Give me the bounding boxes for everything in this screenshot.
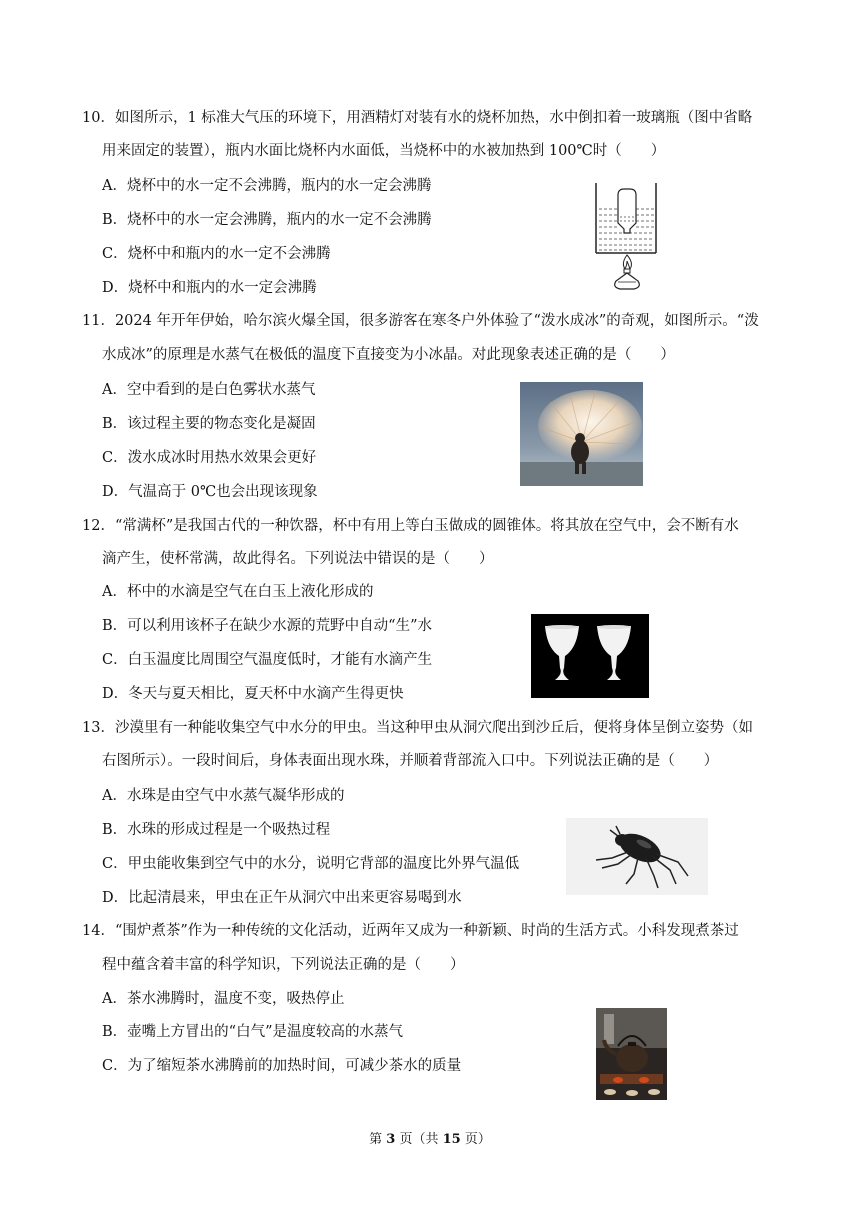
- q11-option-a: A．空中看到的是白色雾状水蒸气: [102, 382, 316, 398]
- q10-option-a: A．烧杯中的水一定不会沸腾，瓶内的水一定会沸腾: [102, 178, 432, 194]
- q13-option-d: D．比起清晨来，甲虫在正午从洞穴中出来更容易喝到水: [102, 890, 462, 906]
- footer-page-number: 3: [386, 1132, 396, 1147]
- q11-stem-line1: 11．2024 年开年伊始，哈尔滨火爆全国，很多游客在寒冬户外体验了“泼水成冰”的奇观，如图所示。“泼: [82, 313, 759, 329]
- q14-stem-line2: 程中蕴含着丰富的科学知识，下列说法正确的是（ ）: [102, 957, 465, 973]
- tea-kettle-stove-photo: [596, 1008, 667, 1100]
- q10-stem-line2: 用来固定的装置），瓶内水面比烧杯内水面低，当烧杯中的水被加热到 100℃时（ ）: [102, 143, 666, 159]
- q13-option-c: C．甲虫能收集到空气中的水分，说明它背部的温度比外界气温低: [102, 856, 520, 872]
- q14-option-c: C．为了缩短茶水沸腾前的加热时间，可减少茶水的质量: [102, 1058, 462, 1074]
- footer-total-pages: 15: [442, 1132, 461, 1147]
- q11-option-d: D．气温高于 0℃也会出现该现象: [102, 484, 318, 500]
- q13-stem-line1: 13．沙漠里有一种能收集空气中水分的甲虫。当这种甲虫从洞穴爬出到沙丘后，便将身体呈倒立姿势（如: [82, 720, 753, 736]
- q12-option-c: C．白玉温度比周围空气温度低时，才能有水滴产生: [102, 652, 433, 668]
- splash-water-to-ice-photo: [520, 382, 643, 486]
- q13-stem-line2: 右图所示）。一段时间后，身体表面出现水珠，并顺着背部流入口中。下列说法正确的是（ ）: [102, 753, 719, 769]
- q14-option-b: B．壶嘴上方冒出的“白气”是温度较高的水蒸气: [102, 1024, 403, 1040]
- desert-beetle-photo: [566, 818, 708, 895]
- footer-middle: 页（共: [399, 1132, 439, 1147]
- beaker-alcohol-lamp-figure: [594, 181, 660, 291]
- q10-option-b: B．烧杯中的水一定会沸腾，瓶内的水一定不会沸腾: [102, 212, 432, 228]
- footer-prefix: 第: [369, 1132, 383, 1147]
- q10-stem-line1: 10．如图所示，1 标准大气压的环境下，用酒精灯对装有水的烧杯加热，水中倒扣着一玻璃瓶（图中省略: [82, 110, 753, 126]
- q11-option-c: C．泼水成冰时用热水效果会更好: [102, 450, 317, 466]
- q11-stem-line2: 水成冰”的原理是水蒸气在极低的温度下直接变为小冰晶。对此现象表述正确的是（ ）: [102, 347, 675, 363]
- q10-option-c: C．烧杯中和瓶内的水一定不会沸腾: [102, 246, 331, 262]
- q12-option-b: B．可以利用该杯子在缺少水源的荒野中自动“生”水: [102, 618, 432, 634]
- q12-stem-line1: 12．“常满杯”是我国古代的一种饮器，杯中有用上等白玉做成的圆锥体。将其放在空气中，会不断有水: [82, 518, 739, 534]
- q10-option-d: D．烧杯中和瓶内的水一定会沸腾: [102, 280, 317, 296]
- q13-option-a: A．水珠是由空气中水蒸气凝华形成的: [102, 788, 345, 804]
- page-footer: [0, 1128, 860, 1147]
- q12-stem-line2: 滴产生，使杯常满，故此得名。下列说法中错误的是（ ）: [102, 551, 494, 567]
- q12-option-d: D．冬天与夏天相比，夏天杯中水滴产生得更快: [102, 686, 404, 702]
- footer-suffix: 页）: [464, 1132, 491, 1147]
- q14-option-a: A．茶水沸腾时，温度不变，吸热停止: [102, 991, 345, 1007]
- q11-option-b: B．该过程主要的物态变化是凝固: [102, 416, 316, 432]
- q13-option-b: B．水珠的形成过程是一个吸热过程: [102, 822, 331, 838]
- q12-option-a: A．杯中的水滴是空气在白玉上液化形成的: [102, 584, 374, 600]
- changman-cup-photo: [531, 614, 649, 698]
- q14-stem-line1: 14．“围炉煮茶”作为一种传统的文化活动，近两年又成为一种新颖、时尚的生活方式。小科发现煮茶过: [82, 923, 739, 939]
